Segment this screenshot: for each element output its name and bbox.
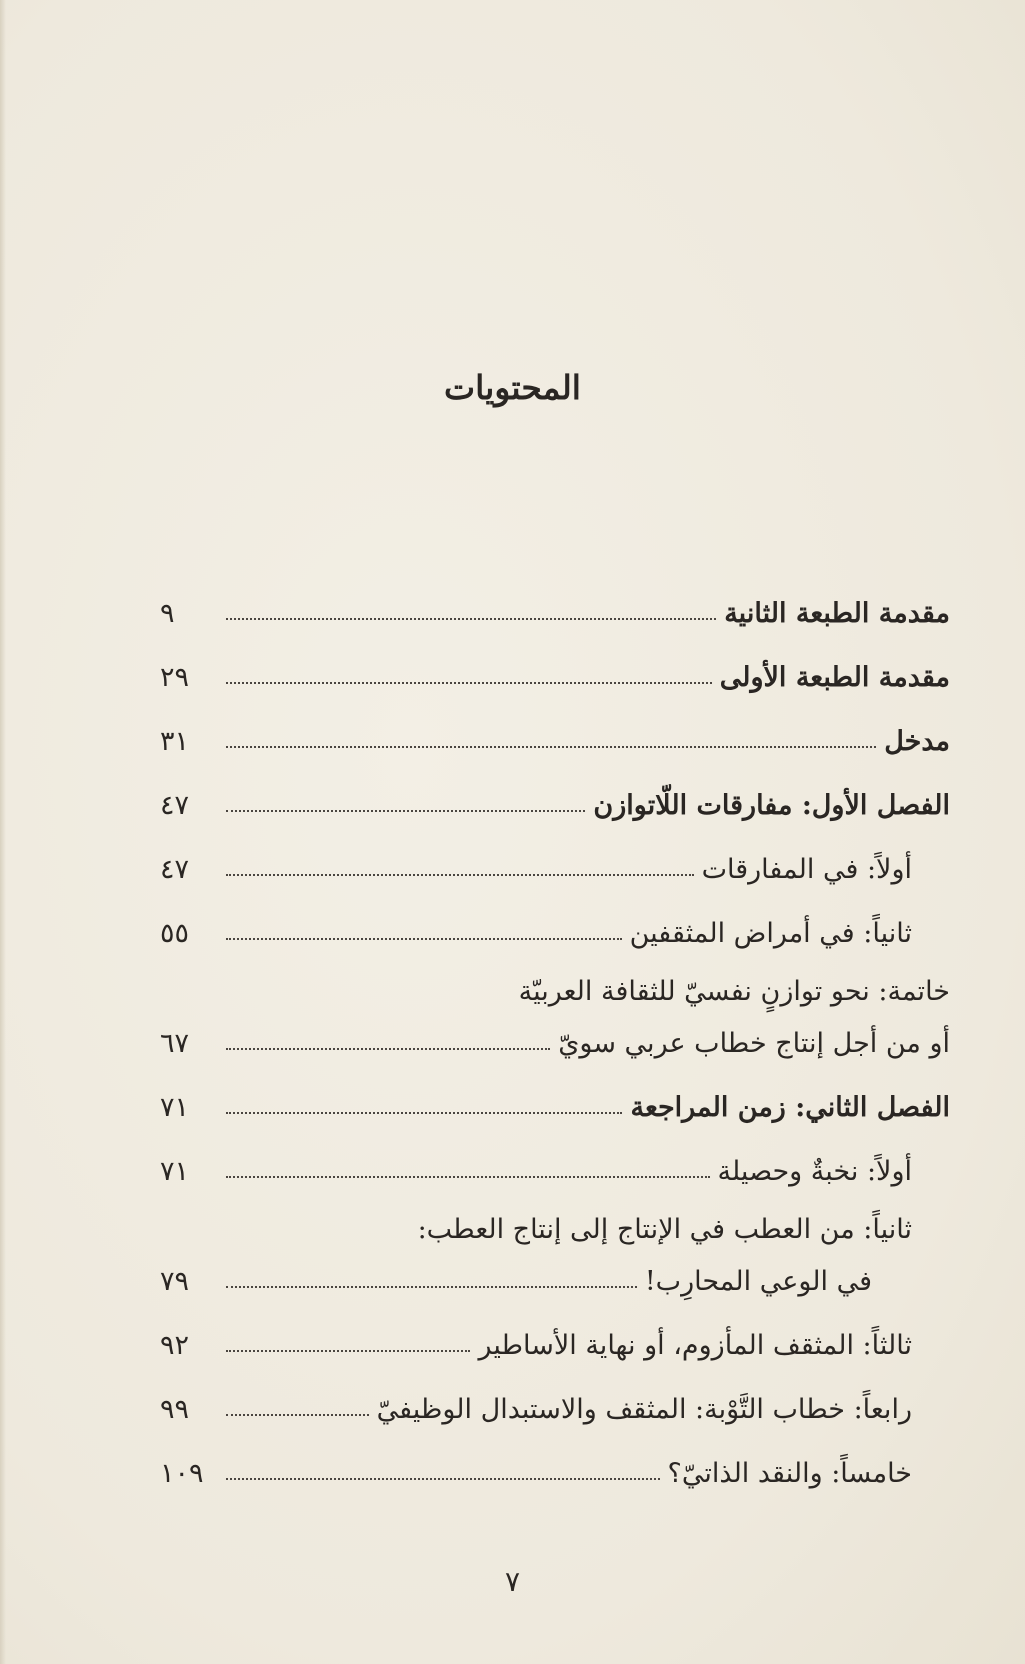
toc-entry-page: ٤٧ [160, 854, 190, 885]
dot-leader [226, 1414, 369, 1416]
table-of-contents [160, 565, 950, 1489]
toc-entry-label: خامساً: والنقد الذاتيّ؟ [667, 1458, 912, 1489]
toc-entry-page: ٥٥ [160, 918, 190, 949]
toc-entry-label: أو من أجل إنتاج خطاب عربي سويّ [558, 1028, 950, 1059]
toc-entry-page: ٤٧ [160, 790, 190, 821]
toc-entry-page: ٩٢ [160, 1330, 190, 1361]
toc-entry-label: الفصل الثاني: زمن المراجعة [630, 1092, 950, 1123]
page-title: المحتويات [444, 368, 581, 407]
dot-leader [226, 682, 712, 684]
toc-entry [160, 1007, 950, 1059]
toc-entry-label: مقدمة الطبعة الثانية [724, 598, 950, 629]
toc-entry [160, 629, 950, 693]
toc-entry-label: ثانياً: من العطب في الإنتاج إلى إنتاج العطب: [417, 1214, 912, 1245]
dot-leader [226, 938, 622, 940]
toc-entry-label: ثالثاً: المثقف المأزوم، أو نهاية الأساطير [478, 1330, 912, 1361]
toc-entry-page: ٩ [160, 598, 175, 629]
toc-entry-page: ٧٩ [160, 1266, 190, 1297]
toc-entry [160, 885, 950, 949]
dot-leader [226, 1350, 470, 1352]
toc-entry-label: أولاً: نخبةٌ وحصيلة [717, 1156, 912, 1187]
toc-entry [160, 1245, 950, 1297]
toc-entry [160, 693, 950, 757]
toc-entry-page: ٧١ [160, 1092, 190, 1123]
toc-entry [160, 821, 950, 885]
dot-leader [226, 1112, 622, 1114]
toc-entry-page: ٣١ [160, 726, 190, 757]
toc-entry [160, 1425, 950, 1489]
toc-entry-page: ٢٩ [160, 662, 190, 693]
dot-leader [226, 810, 585, 812]
toc-entry [160, 1123, 950, 1187]
toc-entry [160, 1059, 950, 1123]
dot-leader [226, 1286, 637, 1288]
toc-entry-label: في الوعي المحارِب! [644, 1266, 872, 1297]
page-number: ٧ [504, 1565, 521, 1598]
toc-entry-page: ١٠٩ [160, 1458, 204, 1489]
toc-entry-label: مدخل [884, 726, 950, 757]
dot-leader [226, 1176, 710, 1178]
toc-entry [160, 1297, 950, 1361]
toc-entry-label: مقدمة الطبعة الأولى [719, 662, 950, 693]
toc-entry-label: رابعاً: خطاب التَّوْبة: المثقف والاستبدال الوظيفيّ [376, 1394, 912, 1425]
page-edge-shadow [0, 0, 6, 1664]
dot-leader [226, 618, 716, 620]
dot-leader [226, 1048, 550, 1050]
dot-leader [226, 874, 694, 876]
toc-entry-heading [160, 1187, 950, 1245]
toc-entry-label: ثانياً: في أمراض المثقفين [629, 918, 912, 949]
toc-entry [160, 1361, 950, 1425]
toc-entry-label: أولاً: في المفارقات [701, 854, 912, 885]
toc-entry-page: ٧١ [160, 1156, 190, 1187]
toc-entry [160, 565, 950, 629]
toc-entry-label: خاتمة: نحو توازنٍ نفسيّ للثقافة العربيّة [518, 976, 950, 1007]
toc-entry-label: الفصل الأول: مفارقات اللّاتوازن [593, 790, 950, 821]
toc-entry [160, 757, 950, 821]
toc-entry-page: ٩٩ [160, 1394, 190, 1425]
toc-entry-heading [160, 949, 950, 1007]
dot-leader [226, 746, 876, 748]
dot-leader [226, 1478, 660, 1480]
toc-entry-page: ٦٧ [160, 1028, 190, 1059]
